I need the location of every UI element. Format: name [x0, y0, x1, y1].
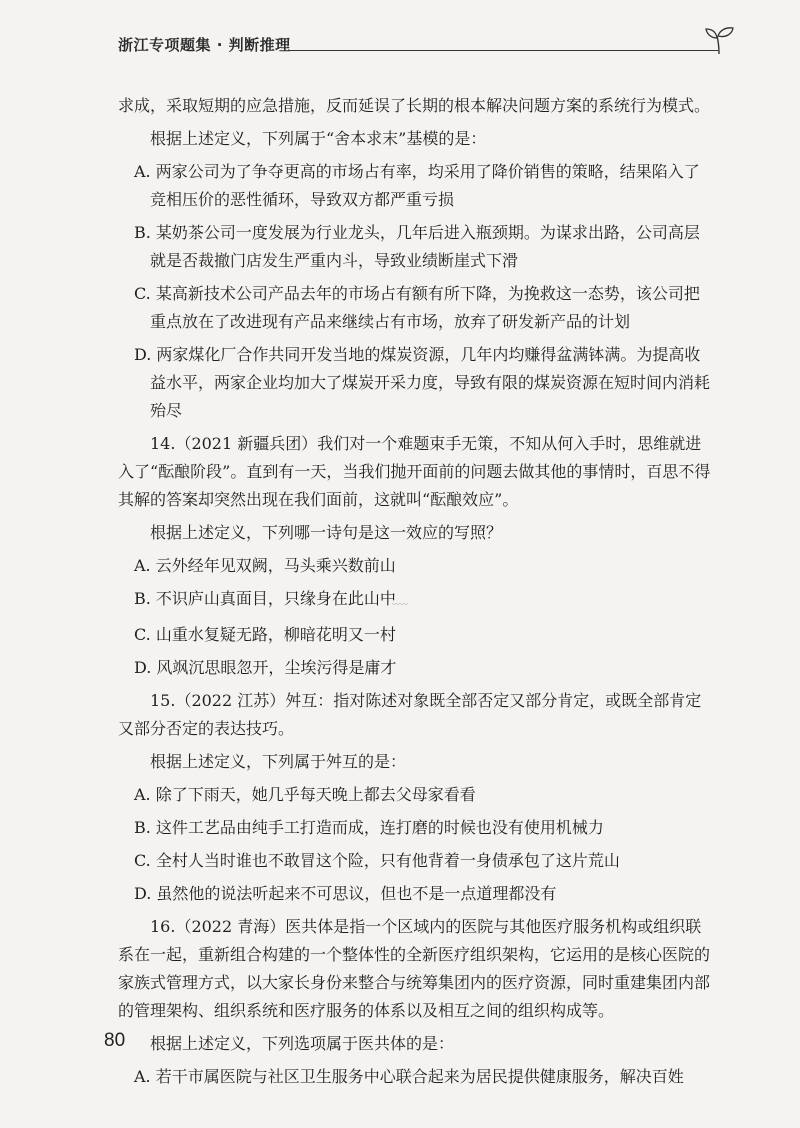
q14-question: 根据上述定义，下列哪一诗句是这一效应的写照？: [150, 523, 503, 542]
q16-stem: 16.（2022 青海）医共体是指一个区域内的医院与其他医疗服务机构或组织联系在一起，重新组合构建的一个整体性的全新医疗组织架构，它运用的是核心医院的家族式管理方式，以大家长身份来整合与统筹集团内的医疗资源，同时重建集团内部的管理架构、组织系统和医疗服务的体系以及相互之间的组织构成等。: [118, 917, 711, 1020]
header-title: 浙江专项题集 · 判断推理: [118, 36, 291, 54]
q16-question: 根据上述定义，下列选项属于医共体的是：: [150, 1034, 455, 1053]
body-text: [118, 92, 712, 1096]
q14-option-d: D. 风飒沉思眼忽开，尘埃污得是庸才: [134, 658, 397, 677]
sprout-icon: [703, 26, 737, 60]
q13-question: 根据上述定义，下列属于“舍本求末”基模的是：: [150, 129, 487, 148]
q14-option-a: A. 云外经年见双阙，马头乘兴数前山: [134, 556, 396, 575]
q15-question: 根据上述定义，下列属于舛互的是：: [150, 752, 407, 771]
q13-option-b: B. 某奶茶公司一度发展为行业龙头，几年后进入瓶颈期。为谋求出路，公司高层就是否裁撤门店发生严重内斗，导致业绩断崖式下滑: [134, 223, 700, 270]
q14-option-b-text: B. 不识庐山真面目，只缘身在此山中: [134, 589, 396, 608]
q14-option-b: B. 不识庐山真面目，只缘身在此山中〰〰: [134, 589, 408, 609]
q13-option-c: C. 某高新技术公司产品去年的市场占有额有所下降，为挽救这一态势，该公司把重点放在了改进现有产品来继续占有市场，放弃了研发新产品的计划: [134, 284, 700, 331]
q13-option-d: D. 两家煤化厂合作共同开发当地的煤炭资源，几年内均赚得盆满钵满。为提高收益水平，两家企业均加大了煤炭开采力度，导致有限的煤炭资源在短时间内消耗殆尽: [134, 345, 711, 420]
intro-continuation: 求成，采取短期的应急措施，反而延误了长期的根本解决问题方案的系统行为模式。: [118, 96, 711, 115]
q13-option-a: A. 两家公司为了争夺更高的市场占有率，均采用了降价销售的策略，结果陷入了竞相压价的恶性循环，导致双方都严重亏损: [134, 162, 700, 209]
page-number: 80: [104, 1030, 126, 1051]
q14-stem: 14.（2021 新疆兵团）我们对一个难题束手无策，不知从何入手时，思维就进入了“酝酿阶段”。直到有一天，当我们抛开面前的问题去做其他的事情时，百思不得其解的答案却突然出现在我们面前，这就叫“酝酿效应”。: [118, 434, 711, 509]
q15-option-c: C. 全村人当时谁也不敢冒这个险，只有他背着一身债承包了这片荒山: [134, 851, 620, 870]
q15-option-a: A. 除了下雨天，她几乎每天晚上都去父母家看看: [134, 785, 476, 804]
q15-option-d: D. 虽然他的说法听起来不可思议，但也不是一点道理都没有: [134, 884, 557, 903]
running-header: [118, 30, 728, 70]
q15-option-b: B. 这件工艺品由纯手工打造而成，连打磨的时候也没有使用机械力: [134, 818, 604, 837]
q14-option-c: C. 山重水复疑无路，柳暗花明又一村: [134, 625, 396, 644]
q15-stem: 15.（2022 江苏）舛互：指对陈述对象既全部否定又部分肯定，或既全部肯定又部分否定的表达技巧。: [118, 691, 702, 738]
header-rule: [288, 50, 718, 51]
q16-option-a: A. 若干市属医院与社区卫生服务中心联合起来为居民提供健康服务，解决百姓: [134, 1067, 684, 1086]
